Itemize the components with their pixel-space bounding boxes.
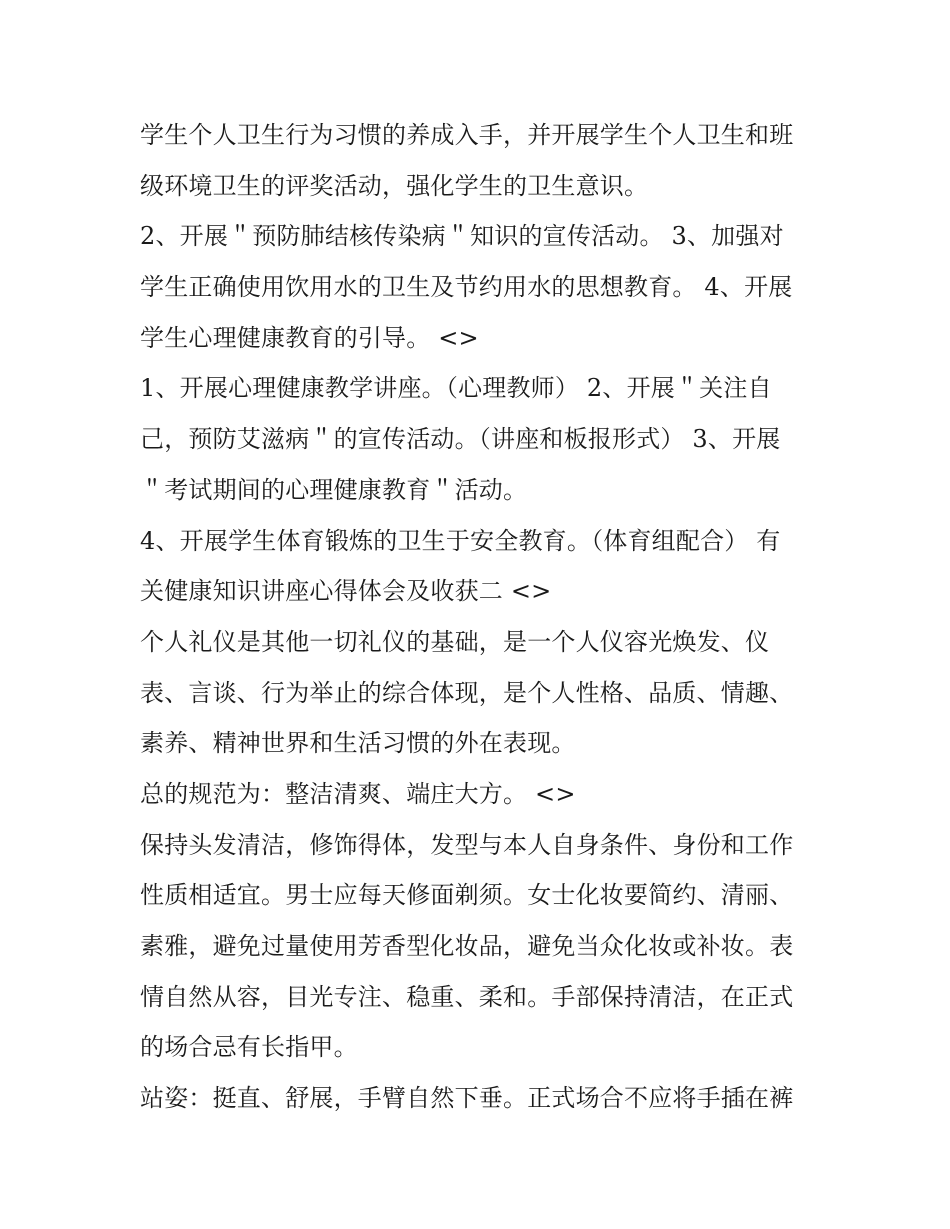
text-line: 2、开展＂预防肺结核传染病＂知识的宣传活动。 3、加强对 — [140, 222, 784, 251]
text-line: 站姿：挺直、舒展，手臂自然下垂。正式场合不应将手插在裤 — [140, 1084, 794, 1113]
text-line: 的场合忌有长指甲。 — [140, 1033, 358, 1062]
body-text — [140, 110, 820, 1124]
text-line: 情自然从容，目光专注、稳重、柔和。手部保持清洁，在正式 — [140, 982, 794, 1011]
text-line: 个人礼仪是其他一切礼仪的基础，是一个人仪容光焕发、仪 — [140, 627, 770, 656]
text-line: 素雅，避免过量使用芳香型化妆品，避免当众化妆或补妆。表 — [140, 932, 794, 960]
text-line: 表、言谈、行为举止的综合体现，是个人性格、品质、情趣、 — [140, 678, 794, 707]
text-line: 素养、精神世界和生活习惯的外在表现。 — [140, 729, 576, 758]
text-line: 学生正确使用饮用水的卫生及节约用水的思想教育。 4、开展 — [140, 273, 793, 302]
text-line: ＂考试期间的心理健康教育＂活动。 — [140, 475, 528, 504]
text-line: 学生个人卫生行为习惯的养成入手，并开展学生个人卫生和班 — [140, 121, 794, 149]
text-line: 级环境卫生的评奖活动，强化学生的卫生意识。 — [140, 171, 649, 200]
text-line: 1、开展心理健康教学讲座。（心理教师） 2、开展＂关注自 — [140, 374, 772, 403]
text-line: 关健康知识讲座心得体会及收获二 <> — [140, 577, 552, 606]
text-line: 总的规范为：整洁清爽、端庄大方。 <> — [140, 779, 576, 808]
text-line: 性质相适宜。男士应每天修面剃须。女士化妆要简约、清丽、 — [140, 881, 794, 910]
text-line: 学生心理健康教育的引导。 <> — [140, 323, 479, 352]
text-line: 4、开展学生体育锻炼的卫生于安全教育。（体育组配合） 有 — [140, 526, 781, 555]
text-line: 保持头发清洁，修饰得体，发型与本人自身条件、身份和工作 — [140, 830, 794, 859]
text-line: 己，预防艾滋病＂的宣传活动。（讲座和板报形式） 3、开展 — [140, 425, 781, 454]
